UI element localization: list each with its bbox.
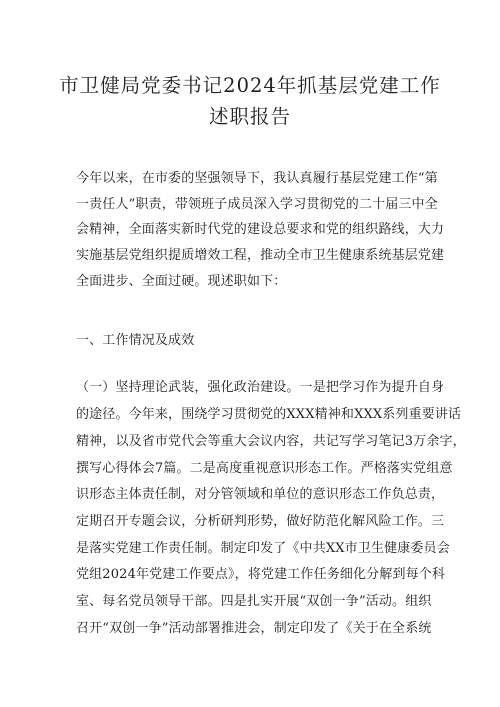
section-heading: 一、工作情况及成效 [76,333,195,348]
body-paragraph-line: 党组2024年党建工作要点》，将党建工作任务细化分解到每个科 [76,567,446,582]
body-paragraph-line: （一）坚持理论武装，强化政治建设。一是把学习作为提升自身 [76,380,445,395]
body-paragraph-line: 的途径。今年来，围绕学习贯彻党的XXX精神和XXX系列重要讲话 [76,407,462,422]
body-paragraph-line: 定期召开专题会议，分析研判形势，做好防范化解风险工作。三 [76,514,445,529]
intro-paragraph-line: 全面进步、全面过硬。现述职如下： [76,274,287,289]
intro-paragraph-line: 实施基层党组织提质增效工程，推动全市卫生健康系统基层党建 [76,248,445,263]
body-paragraph-line: 识形态主体责任制，对分管领域和单位的意识形态工作负总责， [76,487,445,502]
intro-paragraph-line: 会精神，全面落实新时代党的建设总要求和党的组织路线，大力 [76,222,445,237]
body-paragraph-line: 室、每名党员领导干部。四是扎实开展“双创一争”活动。组织 [76,594,432,609]
body-paragraph-line: 精神，以及省市党代会等重大会议内容，共记写学习笔记3万余字， [76,434,466,449]
document-title-line-1: 市卫健局党委书记2024年抓基层党建工作 [59,74,441,97]
body-paragraph-line: 撰写心得体会7篇。二是高度重视意识形态工作。严格落实党组意 [76,461,453,476]
body-paragraph-line: 召开“双创一争”活动部署推进会，制定印发了《关于在全系统 [76,621,432,636]
intro-paragraph-line: 一责任人”职责，带领班子成员深入学习贯彻党的二十届三中全 [76,197,438,212]
intro-paragraph-line: 今年以来，在市委的坚强领导下，我认真履行基层党建工作“第 [76,171,438,186]
document-title-line-2: 述职报告 [208,105,291,128]
body-paragraph-line: 是落实党建工作责任制。制定印发了《中共XX市卫生健康委员会 [76,541,450,556]
